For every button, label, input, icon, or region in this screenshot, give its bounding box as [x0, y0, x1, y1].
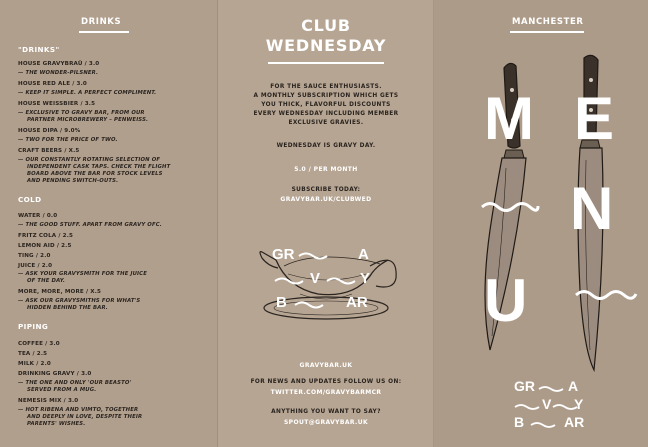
cover-panel: [434, 0, 648, 447]
menu-note: HIDDEN BEHIND THE BAR.: [27, 305, 108, 311]
news-label: FOR NEWS AND UPDATES FOLLOW US ON:: [250, 379, 402, 385]
menu-note: — ASK YOUR GRAVYSMITH FOR THE JUICE: [18, 271, 147, 277]
club-wednesday-panel: [218, 0, 434, 447]
cover-logo-letters: A: [568, 378, 579, 394]
knives-illustration: [434, 50, 648, 380]
drinks-section-title: "DRINKS": [18, 45, 60, 54]
subscribe-label: SUBSCRIBE TODAY:: [291, 187, 361, 193]
menu-note: PARTNER MICROBREWERY – PENWEISS.: [27, 117, 149, 123]
site-url: GRAVYBAR.UK: [299, 362, 353, 369]
gravy-day-text: WEDNESDAY IS GRAVY DAY.: [276, 143, 376, 149]
cover-logo-letters: B: [514, 414, 525, 430]
cover-wave-icon: [480, 198, 540, 214]
menu-item: JUICE / 2.0: [18, 263, 53, 269]
menu-item: COFFEE / 3.0: [18, 341, 60, 347]
cover-logo-wave-icon: [538, 384, 564, 392]
menu-item: LEMON AID / 2.5: [18, 243, 72, 249]
contact-email: SPOUT@GRAVYBAR.UK: [283, 419, 369, 426]
logo-wave-icon: [294, 299, 324, 309]
menu-item: NEMESIS MIX / 3.0: [18, 398, 79, 404]
menu-item: FRITZ COLA / 2.5: [18, 233, 74, 239]
location-header: MANCHESTER: [512, 17, 584, 27]
subscribe-url: GRAVYBAR.UK/CLUBWED: [280, 196, 372, 203]
menu-note: AND PENDING SWITCH-OUTS.: [27, 178, 119, 184]
menu-item: CRAFT BEERS / X.5: [18, 148, 80, 154]
menu-item: DRINKING GRAVY / 3.0: [18, 371, 92, 377]
menu-item: MILK / 2.0: [18, 361, 51, 367]
menu-item: WATER / 0.0: [18, 213, 58, 219]
logo-wave-icon: [274, 275, 304, 285]
club-desc-line: EXCLUSIVE GRAVIES.: [288, 120, 364, 126]
menu-letter: U: [484, 267, 528, 334]
menu-note: SERVED FROM A MUG.: [27, 387, 97, 393]
drinks-header: DRINKS: [81, 17, 122, 27]
cold-section-title: COLD: [18, 195, 42, 204]
menu-item: HOUSE GRAVYBRAÜ / 3.0: [18, 61, 100, 67]
logo-letters: Y: [360, 270, 371, 287]
menu-item: HOUSE DIPA / 9.0%: [18, 128, 81, 134]
drinks-panel: [0, 0, 218, 447]
menu-item: TEA / 2.5: [18, 351, 48, 357]
twitter-url: TWITTER.COM/GRAVYBARMCR: [270, 389, 382, 396]
cover-wave-icon: [574, 286, 638, 302]
menu-note: — HOT RIBENA AND VIMTO, TOGETHER: [18, 407, 139, 413]
club-title-line2: WEDNESDAY: [265, 36, 387, 55]
club-title-rule: [268, 62, 384, 64]
logo-letters: AR: [346, 294, 368, 311]
club-desc-line: A MONTHLY SUBSCRIPTION WHICH GETS: [253, 93, 399, 99]
menu-note: OF THE DAY.: [27, 278, 65, 284]
piping-section-title: PIPING: [18, 322, 49, 331]
menu-note: — THE GOOD STUFF. APART FROM GRAVY OFC.: [18, 222, 162, 228]
cover-logo-letters: Y: [574, 396, 584, 412]
menu-item: HOUSE WEISSBIER / 3.5: [18, 101, 96, 107]
logo-wave-icon: [298, 250, 328, 260]
menu-note: — EXCLUSIVE TO GRAVY BAR, FROM OUR: [18, 110, 145, 116]
menu-note: — OUR CONSTANTLY ROTATING SELECTION OF: [18, 157, 161, 163]
logo-wave-icon: [326, 275, 356, 285]
menu-note: PARENTS' WISHES.: [27, 421, 86, 427]
club-desc-line: YOU THICK, FLAVORFUL DISCOUNTS: [261, 102, 391, 108]
contact-label: ANYTHING YOU WANT TO SAY?: [271, 409, 381, 415]
menu-item: TING / 2.0: [18, 253, 51, 259]
cover-logo-letters: GR: [514, 378, 535, 394]
menu-note: AND DEEPLY IN LOVE, DESPITE THEIR: [27, 414, 143, 420]
club-desc-line: EVERY WEDNESDAY INCLUDING MEMBER: [253, 111, 399, 117]
menu-letter: E: [574, 85, 615, 152]
club-title-line1: CLUB: [301, 16, 351, 35]
cover-logo-wave-icon: [530, 420, 556, 428]
menu-note: — THE WONDER-PILSNER.: [18, 70, 99, 76]
logo-letters: A: [358, 246, 369, 263]
menu-letter: N: [570, 175, 614, 242]
location-underline: [510, 31, 584, 33]
logo-letters: V: [310, 270, 321, 287]
menu-note: — TWO FOR THE PRICE OF TWO.: [18, 137, 118, 143]
menu-note: — KEEP IT SIMPLE. A PERFECT COMPLIMENT.: [18, 90, 157, 96]
club-desc-line: FOR THE SAUCE ENTHUSIASTS.: [270, 84, 382, 90]
price-text: 5.0 / PER MONTH: [294, 166, 358, 173]
cover-logo-wave-icon: [514, 402, 540, 410]
logo-letters: GR: [272, 246, 295, 263]
cover-logo-letters: V: [542, 396, 552, 412]
menu-item: MORE, MORE, MORE / X.5: [18, 289, 102, 295]
menu-note: BOARD ABOVE THE BAR FOR STOCK LEVELS: [27, 171, 163, 177]
menu-note: — ASK OUR GRAVYSMITHS FOR WHAT'S: [18, 298, 141, 304]
menu-item: HOUSE RED ALE / 3.0: [18, 81, 87, 87]
logo-letters: B: [276, 294, 287, 311]
menu-note: INDEPENDENT CASK TAPS. CHECK THE FLIGHT: [27, 164, 171, 170]
cover-logo-letters: AR: [564, 414, 585, 430]
menu-letter: M: [484, 85, 534, 152]
drinks-header-underline: [79, 31, 129, 33]
menu-note: — THE ONE AND ONLY 'OUR BEASTO': [18, 380, 132, 386]
